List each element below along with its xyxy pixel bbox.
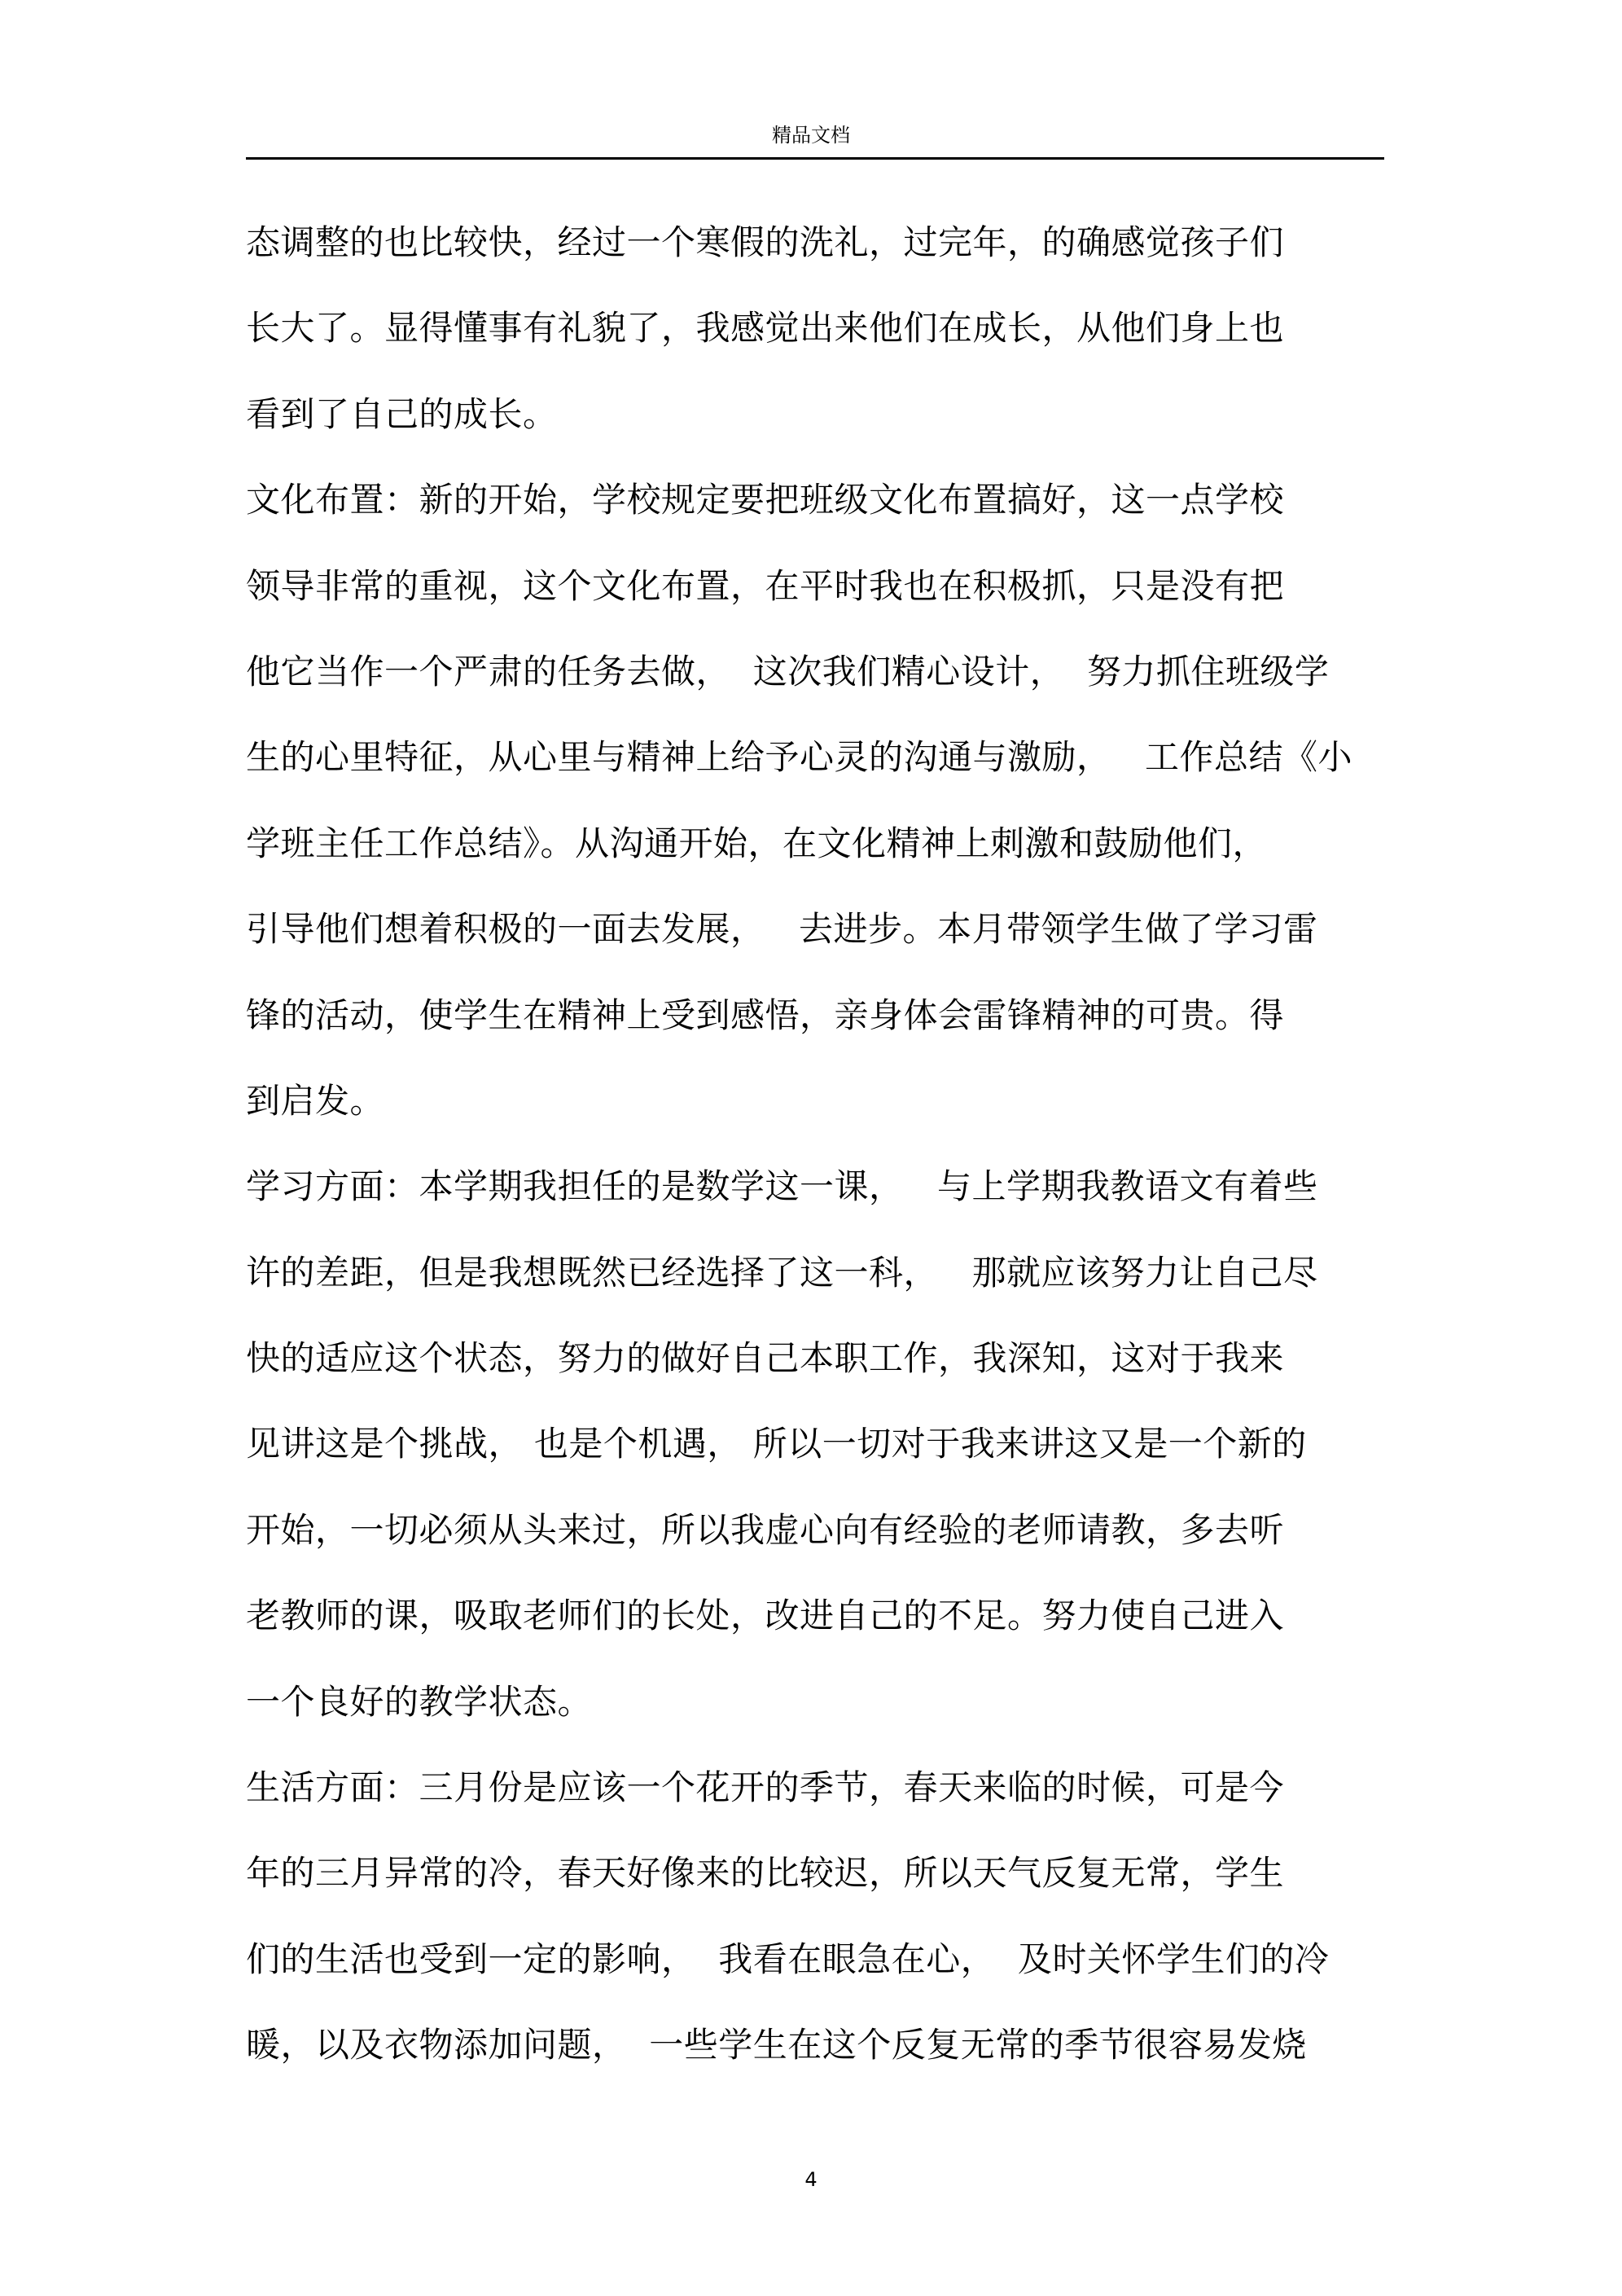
text-line: 许的差距，但是我想既然已经选择了这一科， 那就应该努力让自己尽 [246,1252,1318,1293]
text-line: 生活方面：三月份是应该一个花开的季节，春天来临的时候，可是今 [246,1767,1285,1808]
text-line: 快的适应这个状态，努力的做好自己本职工作，我深知，这对于我来 [246,1338,1285,1379]
text-line: 开始，一切必须从头来过，所以我虚心向有经验的老师请教，多去听 [246,1509,1285,1550]
text-line: 们的生活也受到一定的影响， 我看在眼急在心， 及时关怀学生们的冷 [246,1938,1330,1979]
text-line: 态调整的也比较快，经过一个寒假的洗礼，过完年，的确感觉孩子们 [246,222,1285,262]
document-body [246,220,1402,2109]
text-line: 他它当作一个严肃的任务去做， 这次我们精心设计， 努力抓住班级学 [246,651,1330,691]
text-line: 老教师的课，吸取老师们的长处，改进自己的不足。努力使自己进入 [246,1596,1285,1636]
text-line: 领导非常的重视，这个文化布置，在平时我也在积极抓，只是没有把 [246,565,1285,606]
page-header: 精品文档 [772,124,850,147]
text-line: 文化布置：新的开始，学校规定要把班级文化布置搞好，这一点学校 [246,480,1285,520]
header-divider [246,157,1384,160]
text-line: 锋的活动，使学生在精神上受到感悟，亲身体会雷锋精神的可贵。得 [246,994,1285,1035]
page-number: 4 [804,2168,818,2191]
text-line: 年的三月异常的冷，春天好像来的比较迟，所以天气反复无常，学生 [246,1853,1285,1894]
text-line: 引导他们想着积极的一面去发展， 去进步。本月带领学生做了学习雷 [246,909,1318,950]
text-line: 见讲这是个挑战， 也是个机遇， 所以一切对于我来讲这又是一个新的 [246,1424,1307,1464]
text-line: 暖，以及衣物添加问题， 一些学生在这个反复无常的季节很容易发烧 [246,2025,1307,2066]
text-line: 长大了。显得懂事有礼貌了，我感觉出来他们在成长，从他们身上也 [246,308,1285,349]
text-line: 一个良好的教学状态。 [246,1681,593,1722]
text-line: 生的心里特征，从心里与精神上给予心灵的沟通与激励， 工作总结《小 [246,737,1353,778]
text-line: 学习方面：本学期我担任的是数学这一课， 与上学期我教语文有着些 [246,1166,1318,1207]
text-line: 学班主任工作总结》。从沟通开始，在文化精神上刺激和鼓励他们， [246,823,1268,863]
text-line: 看到了自己的成长。 [246,393,558,434]
text-line: 到启发。 [246,1080,385,1121]
